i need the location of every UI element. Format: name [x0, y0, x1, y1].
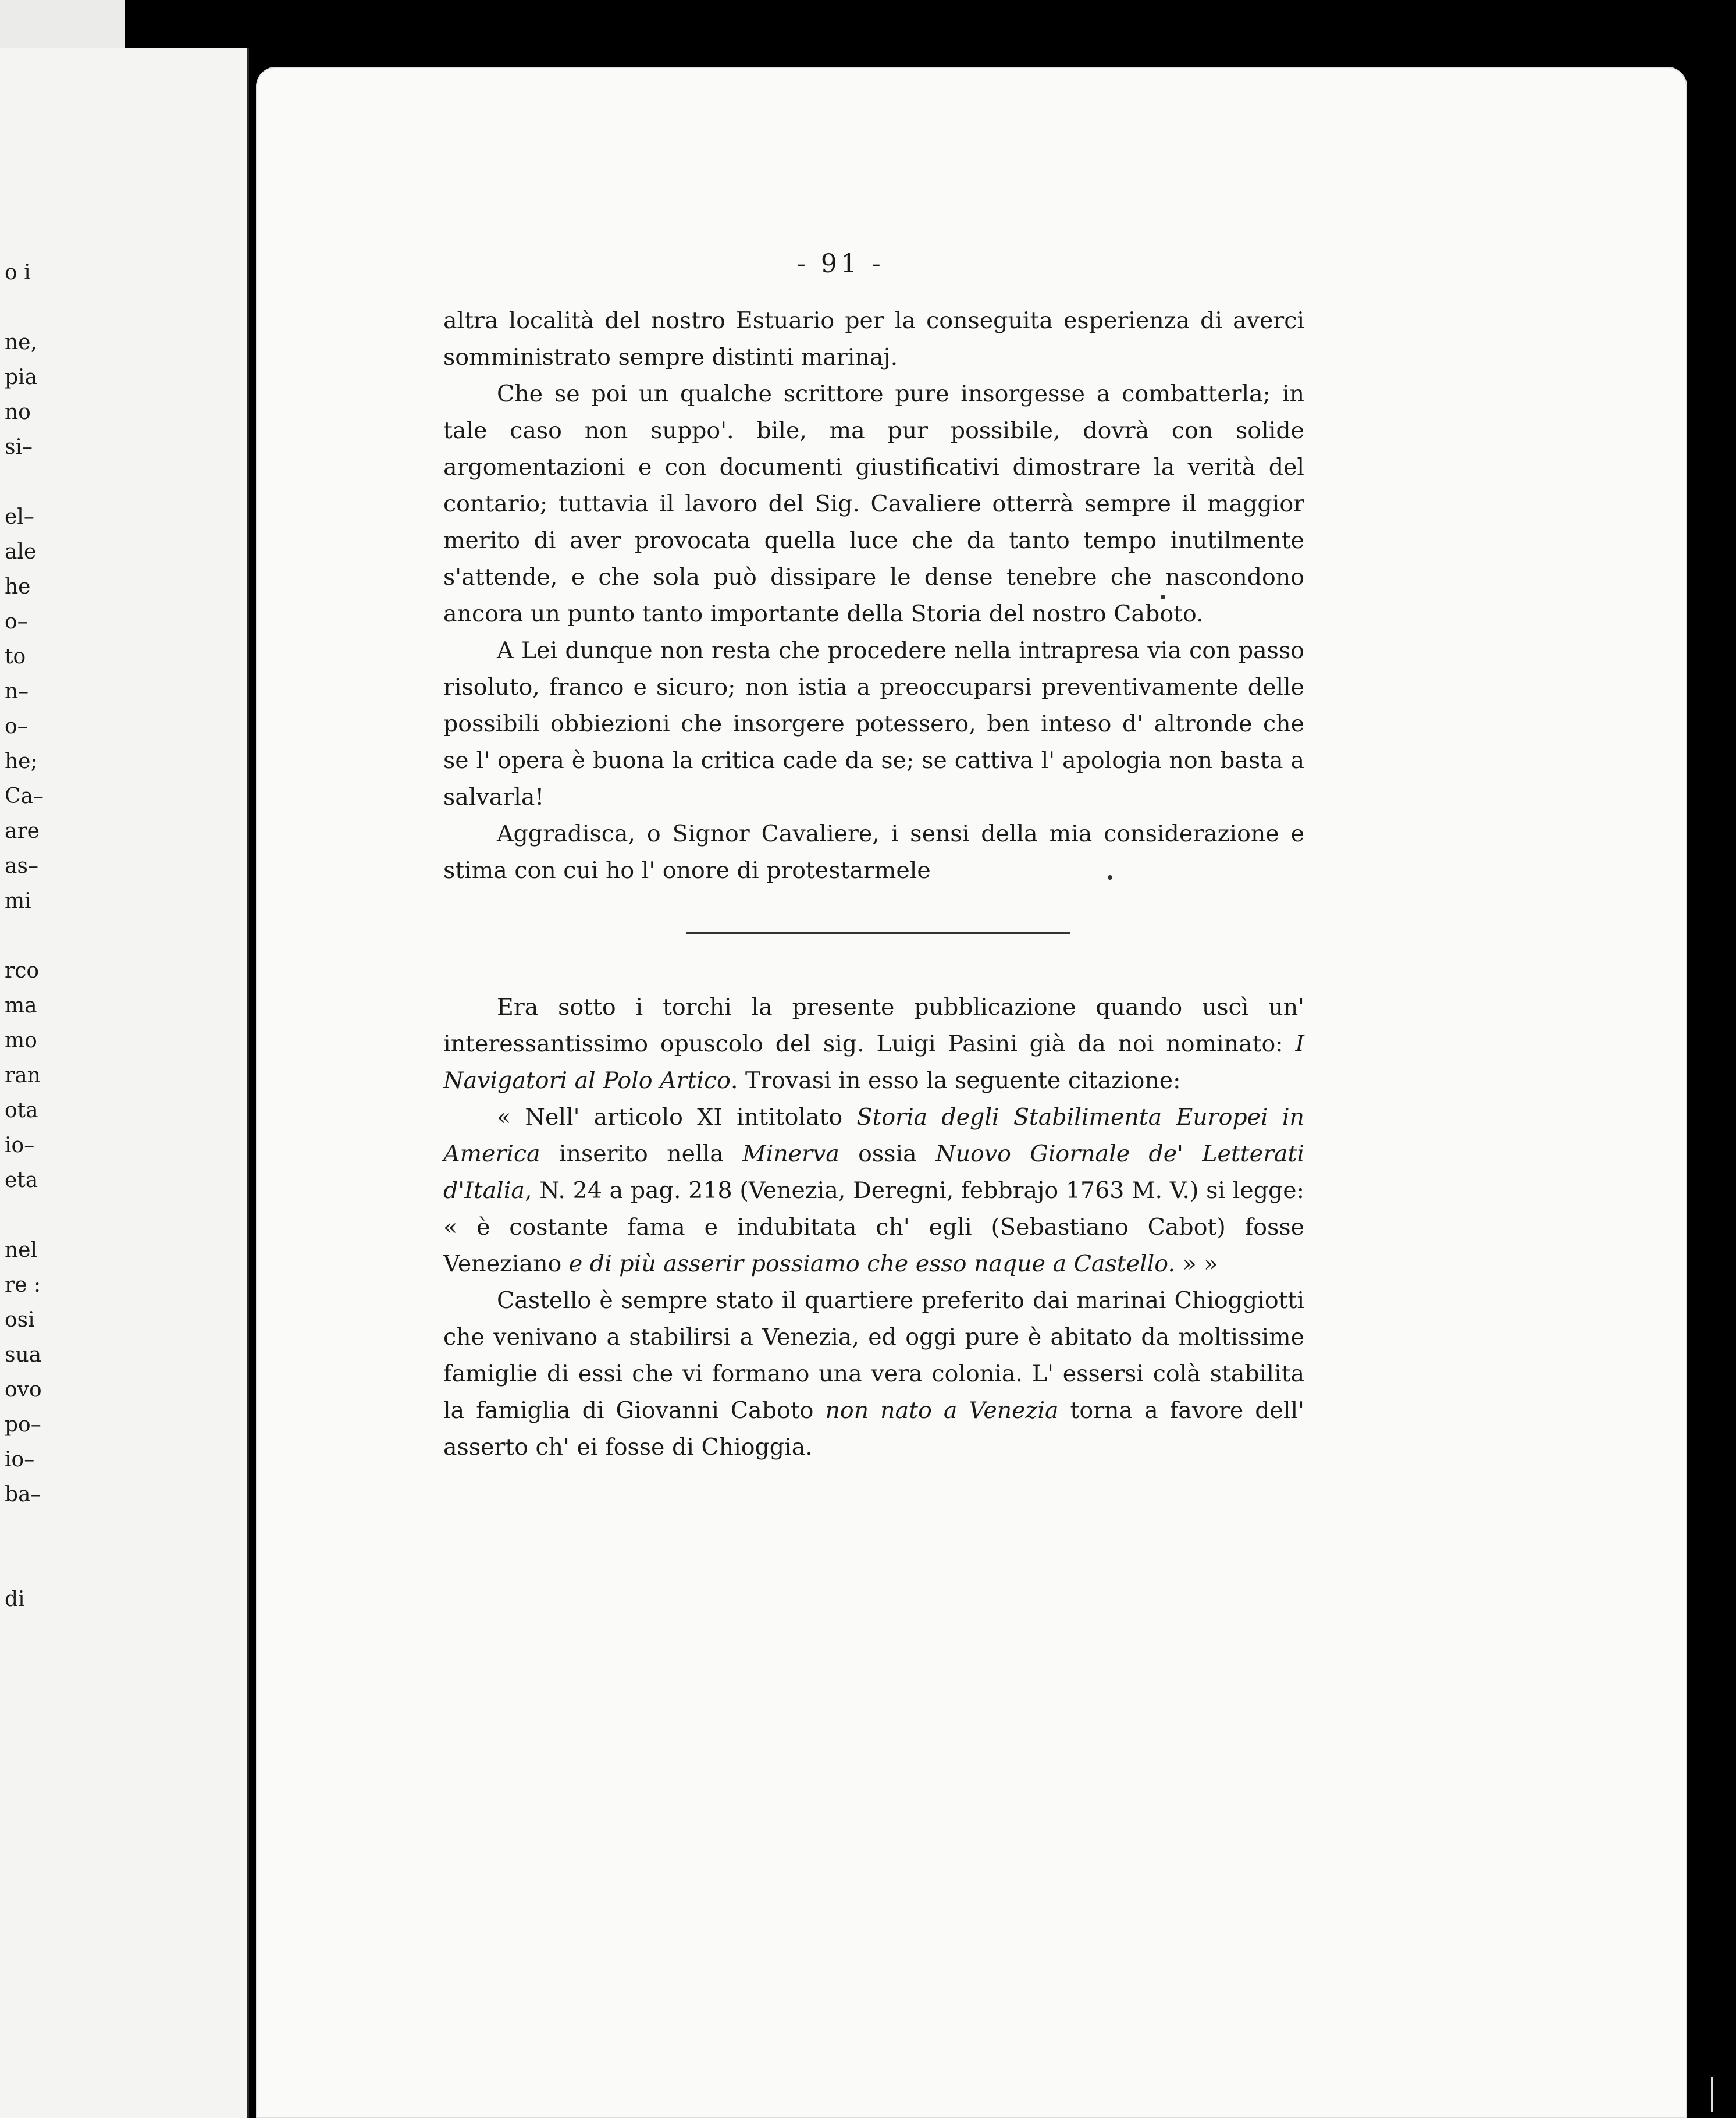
text-run: Era sotto i torchi la presente pubblicazione quando uscì un' interessantissimo opuscolo del sig. Luigi Pasini già da noi nominato: — [443, 994, 1304, 1057]
scan-mark — [1711, 2077, 1713, 2112]
text-run: Castello è sempre stato il quartiere preferito dai marinai Chioggiotti che venivano a stabilirsi a Venezia, ed oggi pure è abitato da moltissime famiglie di essi che vi formano una vera colonia. L' essersi colà stabilita la famiglia di Giovanni Caboto — [443, 1287, 1304, 1424]
previous-page-line-fragment: el– — [5, 505, 34, 529]
previous-page-line-fragment: re : — [5, 1273, 41, 1297]
journal-subtitle: Nuovo Giornale de' Letterati d'Italia — [443, 1140, 1304, 1204]
text-run: « Nell' articolo XI intitolato — [497, 1104, 857, 1131]
quoted-text: e di più asserir possiamo che esso naque a Castello. — [568, 1250, 1175, 1277]
previous-page-line-fragment: are — [5, 819, 40, 843]
previous-page-line-fragment: io– — [5, 1133, 35, 1157]
previous-page-line-fragment: mi — [5, 889, 31, 913]
previous-page-line-fragment: ne, — [5, 331, 37, 354]
previous-page-line-fragment: n– — [5, 680, 29, 703]
previous-page-line-fragment: o– — [5, 610, 28, 634]
text-run: torna a favore dell' asserto ch' ei fosse di Chioggia. — [443, 1397, 1305, 1460]
previous-page-edge — [0, 48, 249, 2118]
previous-page-line-fragment: o i — [5, 261, 31, 285]
paragraph: A Lei dunque non resta che procedere nella intrapresa via con passo risoluto, franco e sicuro; non istia a preoccuparsi preventivamente delle possibili obbiezioni che insorgere potessero, ben inteso d' altronde che se l' opera è buona la critica cade da se; se cattiva l' apologia non basta a salvarla! — [443, 637, 1304, 811]
text-run: . Trovasi in esso la seguente citazione: — [730, 1067, 1181, 1094]
emphasis: non nato a Venezia — [825, 1397, 1059, 1424]
previous-page-line-fragment: rco — [5, 959, 40, 983]
previous-page-line-fragment: he — [5, 575, 31, 599]
previous-page-line-fragment: ale — [5, 540, 37, 564]
previous-page-line-fragment: ovo — [5, 1378, 42, 1402]
previous-page-line-fragment: ran — [5, 1064, 41, 1088]
previous-page-line-fragment: nel — [5, 1238, 38, 1262]
text-run: , N. 24 a pag. 218 (Venezia, Deregni, febbrajo 1763 M. V.) si legge: « è costante fama e indubitata ch' egli (Sebastiano Cabot) fosse Veneziano — [443, 1177, 1304, 1277]
previous-page-line-fragment: no — [5, 400, 31, 424]
paragraph: Che se poi un qualche scrittore pure insorgesse a combatterla; in tale caso non suppo'. bile, ma pur possibile, dovrà con solide argomentazioni e con documenti giustificativi dimostrare la verità del contario; tuttavia il lavoro del Sig. Cavaliere otterrà sempre il maggior merito di aver provocata quella luce che da tanto tempo inutilmente s'attende, e che sola può dissipare le dense tenebre che nascondono ancora un punto tanto importante della Storia del nostro Caboto. — [443, 381, 1304, 627]
previous-page-line-fragment: ota — [5, 1099, 38, 1122]
previous-page-line-fragment: he; — [5, 749, 38, 773]
previous-page-line-fragment: eta — [5, 1168, 38, 1192]
previous-page-line-fragment: ma — [5, 994, 37, 1018]
left-page-top-edge — [0, 0, 125, 48]
text-run: inserito nella — [540, 1140, 743, 1167]
previous-page-line-fragment: io– — [5, 1448, 35, 1472]
paragraph: altra località del nostro Estuario per la conseguita esperienza di averci somministrato sempre distinti marinaj. — [443, 307, 1304, 371]
postscript-text — [443, 989, 1304, 1466]
previous-page-line-fragment: mo — [5, 1029, 37, 1053]
previous-page-line-fragment: pia — [5, 365, 38, 389]
paragraph — [443, 1282, 1304, 1466]
previous-page-line-fragment: to — [5, 645, 26, 669]
text-run: » » — [1175, 1250, 1218, 1277]
book-title: I Navigatori al Polo Artico — [443, 1030, 1304, 1094]
previous-page-line-fragment: o– — [5, 715, 28, 738]
section-divider — [686, 932, 1070, 934]
quotation-paragraph — [443, 1099, 1304, 1282]
previous-page-line-fragment: osi — [5, 1308, 35, 1332]
text-run: ossia — [839, 1140, 935, 1167]
letter-closing-text — [443, 303, 1304, 889]
previous-page-line-fragment: ba– — [5, 1483, 41, 1506]
previous-page-line-fragment: di — [5, 1587, 25, 1611]
paragraph: Aggradisca, o Signor Cavaliere, i sensi della mia considerazione e stima con cui ho l' onore di protestarmele — [443, 820, 1304, 884]
paragraph — [443, 989, 1304, 1099]
previous-page-line-fragment: po– — [5, 1413, 41, 1437]
previous-page-line-fragment: Ca– — [5, 784, 44, 808]
ink-speck — [1161, 595, 1165, 599]
previous-page-line-fragment: sua — [5, 1343, 42, 1367]
previous-page-line-fragment: as– — [5, 854, 38, 878]
ink-speck — [1108, 875, 1112, 880]
journal-title: Minerva — [742, 1140, 839, 1167]
article-title: Storia degli Stabilimenta Europei in America — [443, 1104, 1304, 1167]
previous-page-line-fragment: si– — [5, 435, 33, 459]
page-number: - 91 - — [797, 249, 884, 279]
